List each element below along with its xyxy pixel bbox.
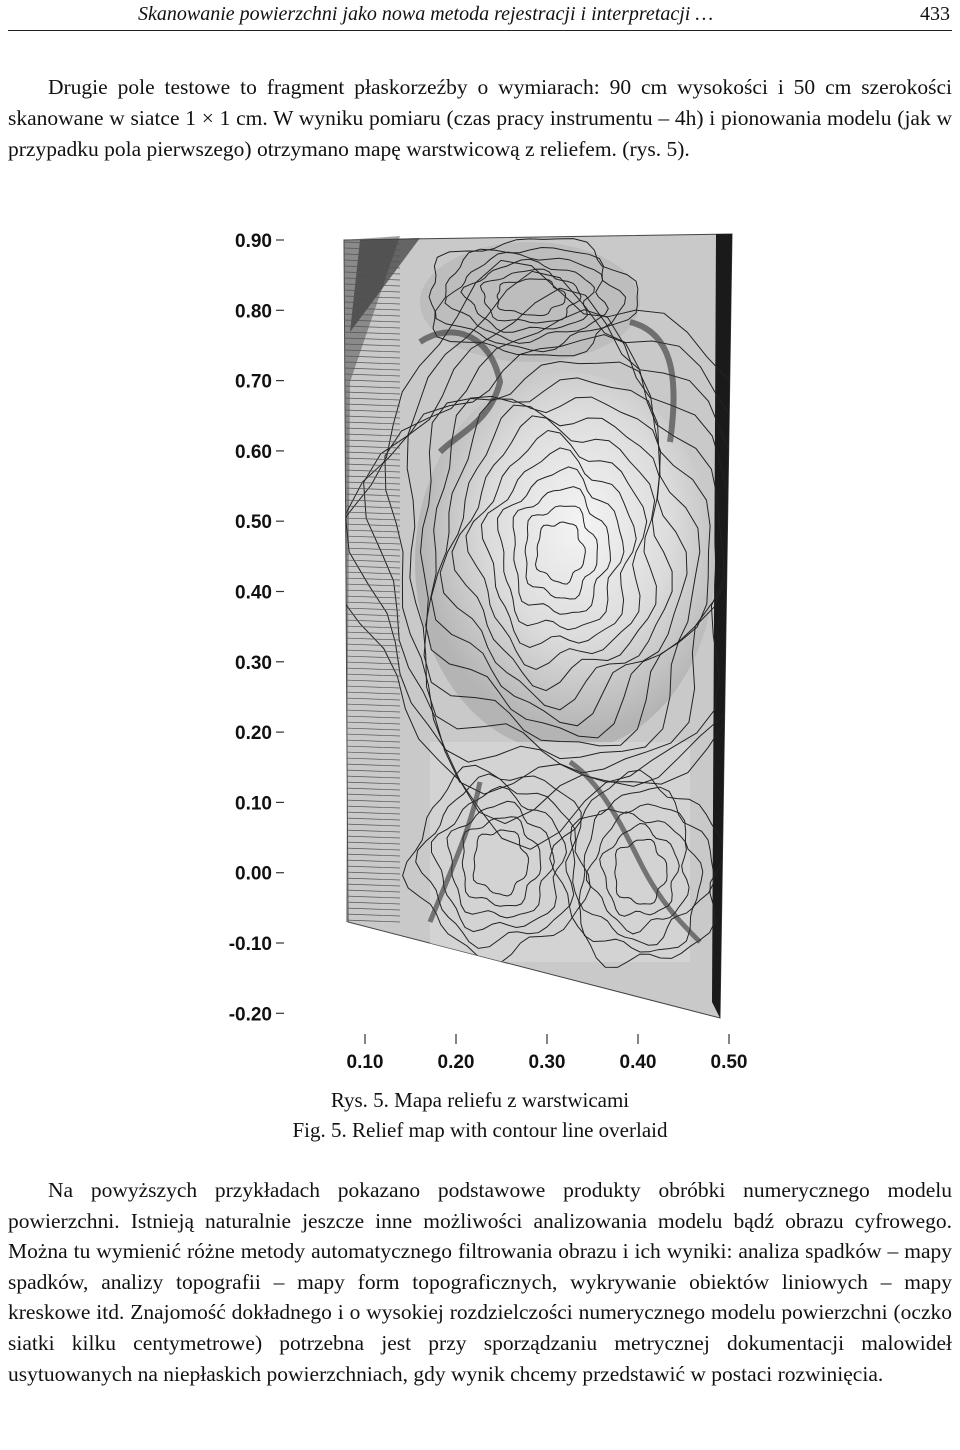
y-tick-label: 0.60 — [235, 441, 272, 463]
y-tick-label: 0.00 — [235, 863, 272, 885]
page-number: 433 — [920, 3, 950, 25]
relief-map-plot — [200, 222, 760, 1082]
paragraph-intro: Drugie pole testowe to fragment płaskorzeźby o wymiarach: 90 cm wysokości i 50 cm szerokości skanowane w siatce 1 × 1 cm. W wyniku pomiaru (czas pracy instrumentu – 4h) i pionowania modelu (jak w przypadku pola pierwszego) otrzymano mapę warstwicową z reliefem. (rys. 5). — [8, 75, 952, 161]
x-tick-label: 0.20 — [437, 1052, 475, 1073]
y-tick-label: -0.10 — [228, 934, 272, 955]
running-title: Skanowanie powierzchni jako nowa metoda rejestracji i interpretacji … — [138, 3, 714, 25]
y-tick-label: -0.20 — [228, 1004, 272, 1026]
y-tick-label: 0.40 — [235, 582, 272, 604]
y-tick-label: 0.50 — [235, 512, 272, 534]
x-axis-ticks — [347, 1034, 748, 1073]
y-axis-ticks — [229, 231, 284, 1025]
running-header — [8, 0, 952, 31]
x-tick-label: 0.50 — [710, 1052, 748, 1073]
x-tick-label: 0.10 — [346, 1052, 384, 1073]
y-tick-label: 0.10 — [235, 793, 272, 815]
y-tick-label: 0.70 — [235, 371, 272, 393]
figure-caption-en: Fig. 5. Relief map with contour line overlaid — [292, 1118, 668, 1142]
y-tick-label: 0.80 — [235, 301, 272, 323]
paragraph-discussion: Na powyższych przykładach pokazano podstawowe produkty obróbki numerycznego modelu powierzchni. Istnieją naturalnie jeszcze inne możliwości analizowania modelu bądź obrazu cyfrowego. Można tu wymienić różne metody automatycznego filtrowania obrazu i ich wyniki: analiza spadków – mapy spadków, analizy topografii – mapy form topograficznych, wykrywanie obiektów liniowych – mapy kreskowe itd. Znajomość dokładnego i o wysokiej rozdzielczości numerycznego modelu powierzchni (oczko siatki kilku centymetrowe) potrzebna jest przy sporządzaniu metrycznej dokumentacji malowideł usytuowanych na niepłaskich powierzchniach, gdy wynik chcemy przedstawić w postaci rozwinięcia. — [8, 1178, 952, 1386]
y-tick-label: 0.30 — [235, 652, 272, 674]
x-tick-label: 0.30 — [528, 1052, 566, 1073]
x-tick-label: 0.40 — [619, 1052, 657, 1073]
y-tick-label: 0.20 — [235, 723, 272, 745]
figure-caption-pl: Rys. 5. Mapa reliefu z warstwicami — [330, 1088, 630, 1112]
relief-surface — [331, 234, 760, 1018]
y-tick-label: 0.90 — [235, 231, 272, 252]
relief-map-figure — [200, 222, 760, 1082]
